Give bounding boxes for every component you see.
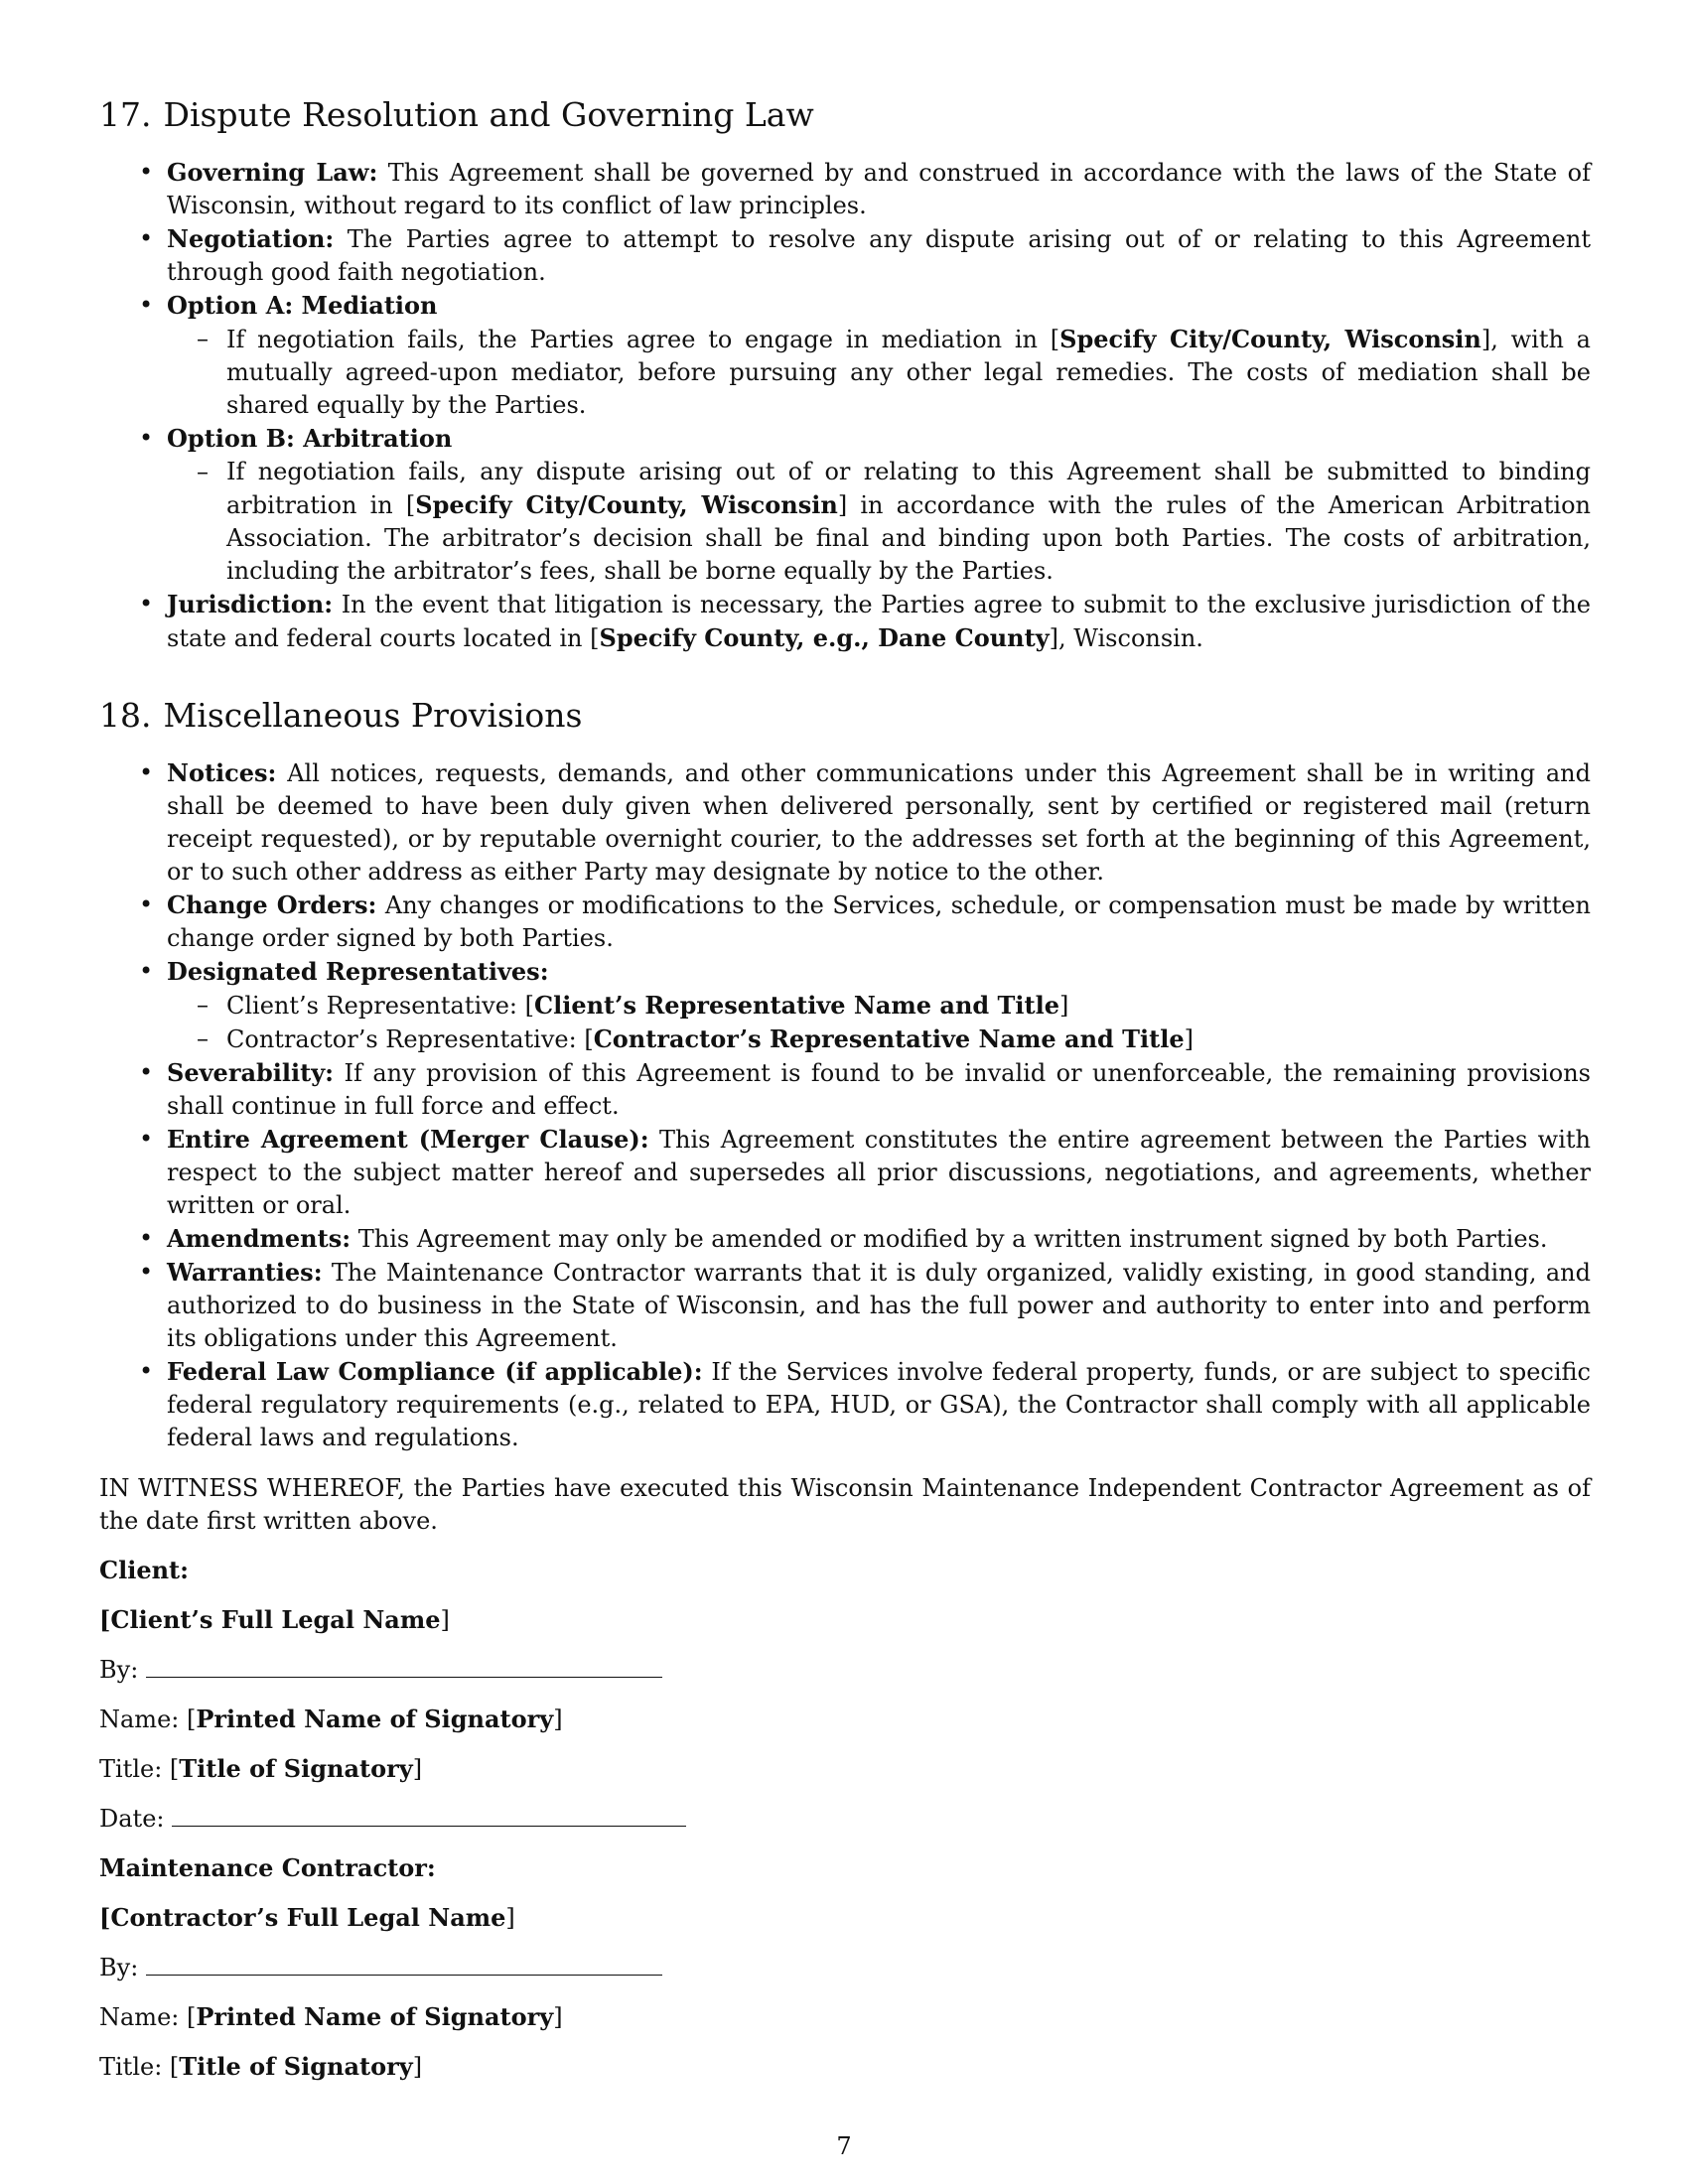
contractor-legal-name — [99, 1901, 1591, 1935]
option-b-placeholder: Specify City/County, Wisconsin — [415, 490, 838, 519]
contractor-by-label: By: — [99, 1954, 139, 1981]
negotiation-item — [167, 222, 1591, 289]
designated-reps-label: Designated Representatives: — [167, 957, 549, 986]
contractor-heading — [99, 1851, 1591, 1885]
client-title-close: ] — [412, 1755, 423, 1783]
entire-agreement-text: This Agreement constitutes the entire agreement between the Parties with respect to the subject matter hereof and supersedes all prior discussions, negotiations, and agreements, whether written or oral. — [167, 1126, 1591, 1219]
client-legal-name — [99, 1603, 1591, 1637]
federal-label: Federal Law Compliance (if applicable): — [167, 1357, 703, 1386]
option-a-placeholder: Specify City/County, Wisconsin — [1059, 325, 1481, 353]
client-heading-text: Client: — [99, 1556, 189, 1584]
designated-reps-sublist — [167, 989, 1591, 1056]
section-17-title: Dispute Resolution and Governing Law — [163, 95, 814, 134]
federal-text: If the Services involve federal property, funds, or are subject to specific federal regulatory requirements (e.g., related to EPA, HUD, or GSA), the Contractor shall comply with all applicable federal laws and regulations. — [167, 1358, 1591, 1451]
jurisdiction-label: Jurisdiction: — [167, 590, 334, 618]
option-b-text-before: If negotiation fails, any dispute arising out of or relating to this Agreement shall be submitted to binding arbitration in [ — [226, 458, 1591, 519]
client-date-label: Date: — [99, 1805, 165, 1833]
client-title-placeholder: Title of Signatory — [179, 1754, 413, 1783]
client-rep-close: ] — [1059, 992, 1069, 1020]
option-b-text — [226, 456, 1591, 588]
contractor-heading-text: Maintenance Contractor: — [99, 1853, 436, 1882]
negotiation-label: Negotiation: — [167, 224, 335, 253]
client-by-label: By: — [99, 1656, 139, 1684]
option-a-sublist — [167, 323, 1591, 422]
notices-label: Notices: — [167, 758, 277, 787]
amendments-label: Amendments: — [167, 1224, 352, 1253]
warranties-label: Warranties: — [167, 1258, 323, 1287]
jurisdiction-item — [167, 588, 1591, 655]
negotiation-text: The Parties agree to attempt to resolve any dispute arising out of or relating to this Agreement through good faith negotiation. — [167, 225, 1591, 286]
amendments-text: This Agreement may only be amended or modified by a written instrument signed by both Parties. — [357, 1225, 1548, 1253]
section-17-number: 17. — [99, 95, 152, 134]
contractor-name-label: Name: [ — [99, 2003, 197, 2031]
jurisdiction-text-after: ], Wisconsin. — [1049, 624, 1203, 652]
notices-item — [167, 756, 1591, 888]
client-legal-open: [ — [99, 1605, 111, 1634]
option-a-text-after: ], with a mutually agreed-upon mediator, before pursuing any other legal remedies. The costs of mediation shall be shared equally by the Parties. — [226, 326, 1591, 419]
witness-paragraph: IN WITNESS WHEREOF, the Parties have executed this Wisconsin Maintenance Independent Contractor Agreement as of the date first written above. — [99, 1474, 1591, 1535]
client-title-row — [99, 1752, 1591, 1786]
client-by-row — [99, 1653, 1591, 1687]
client-legal-close: ] — [440, 1606, 450, 1634]
change-orders-item — [167, 888, 1591, 955]
severability-item — [167, 1056, 1591, 1123]
contractor-legal-name-text: Contractor’s Full Legal Name — [110, 1903, 506, 1932]
client-signature-line[interactable] — [146, 1653, 662, 1678]
option-a-item — [167, 289, 1591, 422]
contractor-title-label: Title: [ — [99, 2053, 180, 2081]
section-18-list — [99, 756, 1591, 1454]
contractor-name-close: ] — [553, 2003, 563, 2031]
amendments-item — [167, 1222, 1591, 1256]
contractor-name-placeholder: Printed Name of Signatory — [196, 2002, 554, 2031]
client-legal-name-text: Client’s Full Legal Name — [110, 1605, 441, 1634]
contractor-rep-prefix: Contractor’s Representative: [ — [226, 1025, 594, 1053]
severability-label: Severability: — [167, 1058, 335, 1087]
section-17-list — [99, 156, 1591, 655]
option-b-label: Option B: Arbitration — [167, 424, 453, 453]
contractor-legal-open: [ — [99, 1903, 111, 1932]
client-name-row — [99, 1703, 1591, 1736]
client-rep-placeholder: Client’s Representative Name and Title — [534, 991, 1060, 1020]
client-name-placeholder: Printed Name of Signatory — [196, 1705, 554, 1733]
jurisdiction-placeholder: Specify County, e.g., Dane County — [599, 623, 1050, 652]
contractor-rep — [226, 1023, 1591, 1056]
warranties-item — [167, 1256, 1591, 1355]
contractor-title-row — [99, 2050, 1591, 2084]
client-title-label: Title: [ — [99, 1755, 180, 1783]
notices-text: All notices, requests, demands, and other communications under this Agreement shall be in writing and shall be deemed to have been duly given when delivered personally, sent by certified or registered mail (return receipt requested), or by reputable overnight courier, to the addresses set forth at the beginning of this Agreement, or to such other address as either Party may designate by notice to the other. — [167, 759, 1591, 886]
client-date-row — [99, 1802, 1591, 1836]
client-date-line[interactable] — [172, 1802, 686, 1827]
option-b-item — [167, 422, 1591, 588]
option-a-label: Option A: Mediation — [167, 291, 438, 320]
severability-text: If any provision of this Agreement is found to be invalid or unenforceable, the remaining provisions shall continue in full force and effect. — [167, 1059, 1591, 1120]
option-b-sublist — [167, 456, 1591, 588]
entire-agreement-item — [167, 1123, 1591, 1222]
contractor-title-placeholder: Title of Signatory — [179, 2052, 413, 2081]
option-a-text-before: If negotiation fails, the Parties agree to engage in mediation in [ — [226, 326, 1060, 353]
contractor-legal-close: ] — [505, 1904, 515, 1932]
entire-agreement-label: Entire Agreement (Merger Clause): — [167, 1125, 649, 1154]
contractor-name-row — [99, 2000, 1591, 2034]
jurisdiction-text-before: In the event that litigation is necessary, the Parties agree to submit to the exclusive jurisdiction of the state and federal courts located in [ — [167, 591, 1591, 652]
governing-law-item — [167, 156, 1591, 222]
page-number: 7 — [836, 2132, 852, 2160]
governing-law-label: Governing Law: — [167, 158, 378, 187]
option-a-text — [226, 323, 1591, 422]
client-rep-prefix: Client’s Representative: [ — [226, 992, 534, 1020]
change-orders-text: Any changes or modifications to the Services, schedule, or compensation must be made by written change order signed by both Parties. — [167, 891, 1591, 952]
change-orders-label: Change Orders: — [167, 890, 377, 919]
option-b-text-after: ] in accordance with the rules of the American Arbitration Association. The arbitrator’s decision shall be final and binding upon both Parties. The costs of arbitration, including the arbitrator’s fees, shall be borne equally by the Parties. — [226, 491, 1592, 585]
section-18-title: Miscellaneous Provisions — [163, 696, 583, 735]
contractor-signature-line[interactable] — [146, 1951, 662, 1976]
contractor-rep-close: ] — [1184, 1025, 1194, 1053]
client-heading — [99, 1554, 1591, 1587]
client-name-label: Name: [ — [99, 1706, 197, 1733]
contractor-by-row — [99, 1951, 1591, 1984]
warranties-text: The Maintenance Contractor warrants that it is duly organized, validly existing, in good standing, and authorized to do business in the State of Wisconsin, and has the full power and authority to enter into and perform its obligations under this Agreement. — [167, 1259, 1591, 1352]
client-rep — [226, 989, 1591, 1023]
section-18-heading — [99, 695, 1591, 737]
contractor-title-close: ] — [412, 2053, 423, 2081]
contractor-rep-placeholder: Contractor’s Representative Name and Title — [593, 1024, 1185, 1053]
federal-item — [167, 1355, 1591, 1454]
governing-law-text: This Agreement shall be governed by and construed in accordance with the laws of the State of Wisconsin, without regard to its conflict of law principles. — [167, 159, 1591, 219]
client-name-close: ] — [553, 1706, 563, 1733]
section-17-heading — [99, 94, 1591, 136]
section-18-number: 18. — [99, 696, 152, 735]
designated-reps-item — [167, 955, 1591, 1056]
